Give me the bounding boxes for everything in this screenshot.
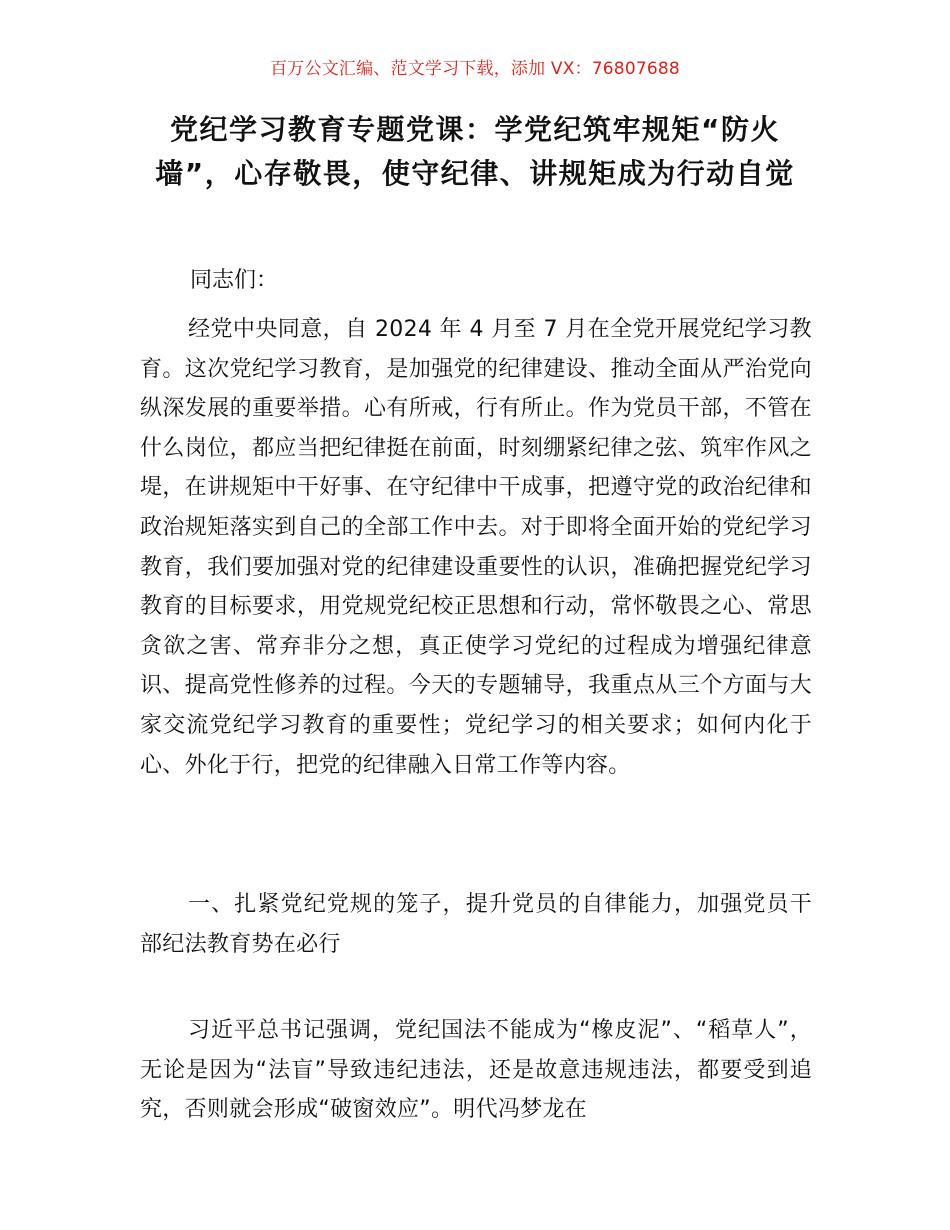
document-title: 党纪学习教育专题党课：学党纪筑牢规矩“防火墙”，心存敬畏，使守纪律、讲规矩成为行动自觉 [155, 113, 795, 190]
section-heading-one: 一、扎紧党纪党规的笼子，提升党员的自律能力，加强党员干部纪法教育势在必行 [140, 892, 812, 957]
header-note: 百万公文汇编、范文学习下载，添加 VX：76807688 [270, 59, 680, 79]
paragraph-intro: 经党中央同意，自 2024 年 4 月至 7 月在全党开展党纪学习教育。这次党纪学习教育，是加强党的纪律建设、推动全面从严治党向纵深发展的重要举措。心有所戒，行有所止。作为党员干部，不管在什么岗位，都应当把纪律挺在前面，时刻绷紧纪律之弦、筑牢作风之堤，在讲规矩中干好事、在守纪律中干成事，把遵守党的政治纪律和政治规矩落实到自己的全部工作中去。对于即将全面开始的党纪学习教育，我们要加强对党的纪律建设重要性的认识，准确把握党纪学习教育的目标要求，用党规党纪校正思想和行动，常怀敬畏之心、常思贪欲之害、常弃非分之想，真正使学习党纪的过程成为增强纪律意识、提高党性修养的过程。今天的专题辅导，我重点从三个方面与大家交流党纪学习教育的重要性；党纪学习的相关要求；如何内化于心、外化于行，把党的纪律融入日常工作等内容。 [140, 317, 812, 778]
salutation: 同志们： [190, 268, 279, 293]
paragraph-section-one: 习近平总书记强调，党纪国法不能成为“橡皮泥”、“稻草人”，无论是因为“法盲”导致违纪违法，还是故意违规违法，都要受到追究，否则就会形成“破窗效应”。明代冯梦龙在 [140, 1018, 812, 1123]
